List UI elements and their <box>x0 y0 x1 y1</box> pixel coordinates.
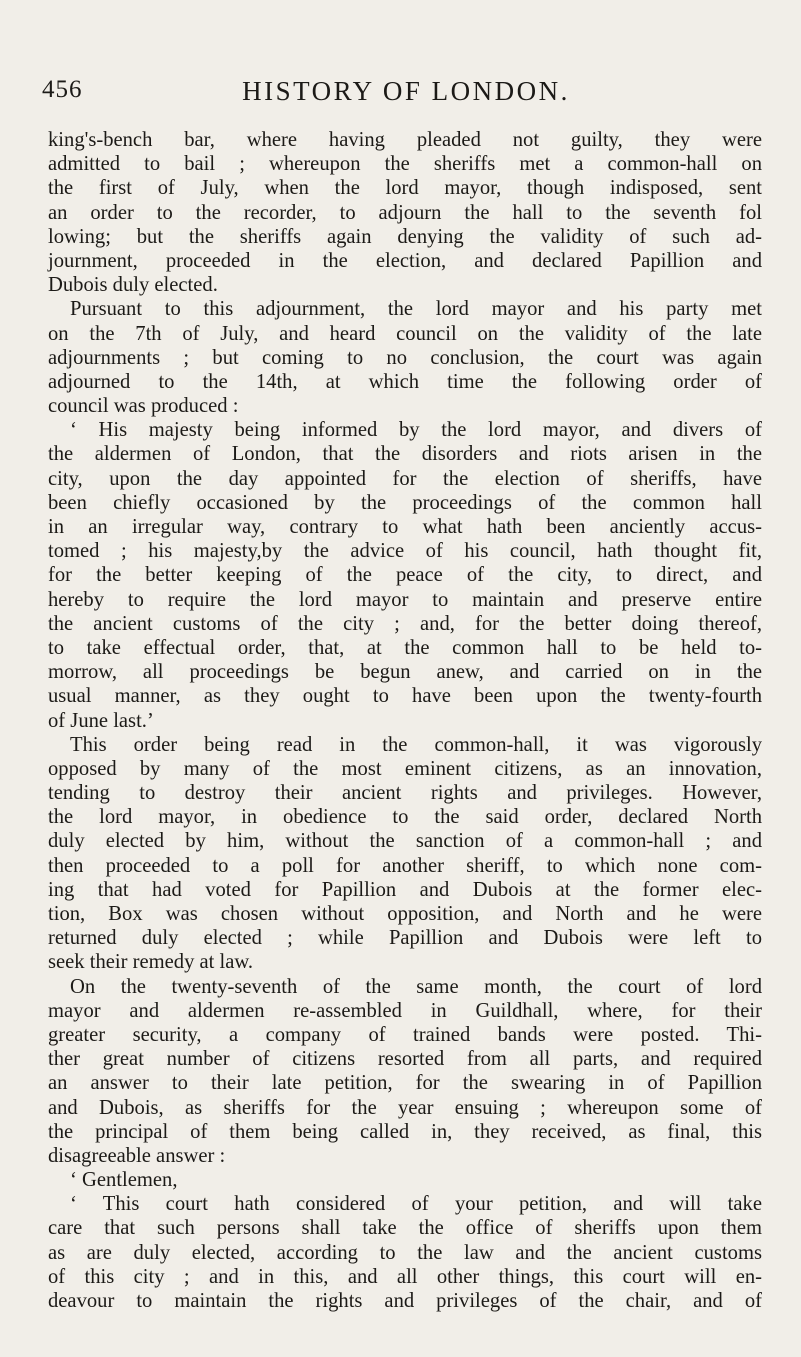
text-line: council was produced : <box>48 395 239 418</box>
text-line: hereby to require the lord mayor to maintain and preserve entire <box>48 588 762 611</box>
text-line: Dubois duly elected. <box>48 274 218 297</box>
text-line: opposed by many of the most eminent citizens, as an innovation, <box>48 757 762 780</box>
text-line: in an irregular way, contrary to what hath been anciently accus- <box>48 516 762 538</box>
text-line: adjournments ; but coming to no conclusion, the court was again <box>48 346 762 369</box>
text-line: On the twenty-seventh of the same month, the court of lord <box>70 975 762 998</box>
text-line: seek their remedy at law. <box>48 951 254 974</box>
text-line: as are duly elected, according to the law and the ancient customs <box>48 1241 762 1264</box>
text-line: duly elected by him, without the sanction of a common-hall ; and <box>48 830 762 853</box>
page-header <box>42 76 770 116</box>
text-line: an answer to their late petition, for the swearing in of Papillion <box>48 1072 762 1095</box>
text-line: of this city ; and in this, and all other things, this court will en- <box>48 1265 762 1288</box>
text-line: care that such persons shall take the office of sheriffs upon them <box>48 1217 762 1240</box>
text-line: city, upon the day appointed for the election of sheriffs, have <box>48 467 762 490</box>
text-line: ‘ Gentlemen, <box>70 1169 178 1192</box>
text-line: tion, Box was chosen without opposition, and North and he were <box>48 903 762 925</box>
text-line: the ancient customs of the city ; and, for the better doing thereof, <box>48 612 762 635</box>
text-line: Pursuant to this adjournment, the lord mayor and his party met <box>70 298 762 321</box>
text-line: tending to destroy their ancient rights and privileges. However, <box>48 782 762 805</box>
text-line: the principal of them being called in, they received, as final, this <box>48 1120 762 1143</box>
text-line: tomed ; his majesty,by the advice of his council, hath thought fit, <box>48 540 762 563</box>
text-line: This order being read in the common-hall, it was vigorously <box>70 733 762 756</box>
text-line: then proceeded to a poll for another sheriff, to which none com- <box>48 854 762 877</box>
text-line: usual manner, as they ought to have been upon the twenty-fourth <box>48 685 762 708</box>
text-line: morrow, all proceedings be begun anew, and carried on in the <box>48 661 762 684</box>
text-line: the aldermen of London, that the disorders and riots arisen in the <box>48 443 762 466</box>
text-line: adjourned to the 14th, at which time the following order of <box>48 370 762 393</box>
text-line: disagreeable answer : <box>48 1144 226 1167</box>
page-number: 456 <box>42 76 83 103</box>
text-line: to take effectual order, that, at the common hall to be held to- <box>48 636 762 659</box>
text-line: ing that had voted for Papillion and Dubois at the former elec- <box>48 878 762 901</box>
text-line: greater security, a company of trained bands were posted. Thi- <box>48 1023 762 1046</box>
text-line: mayor and aldermen re-assembled in Guildhall, where, for their <box>48 999 762 1022</box>
text-line: deavour to maintain the rights and privileges of the chair, and of <box>48 1290 762 1312</box>
text-line: an order to the recorder, to adjourn the hall to the seventh fol <box>48 201 762 224</box>
text-line: lowing; but the sheriffs again denying the validity of such ad- <box>48 225 762 248</box>
text-line: of June last.’ <box>48 709 154 732</box>
text-line: returned duly elected ; while Papillion and Dubois were left to <box>48 927 762 950</box>
text-line: king's-bench bar, where having pleaded not guilty, they were <box>48 129 762 151</box>
text-line: and Dubois, as sheriffs for the year ensuing ; whereupon some of <box>48 1096 762 1119</box>
text-line: admitted to bail ; whereupon the sheriffs met a common-hall on <box>48 153 762 176</box>
text-line: ther great number of citizens resorted from all parts, and required <box>48 1048 762 1071</box>
text-line: ‘ This court hath considered of your petition, and will take <box>70 1193 762 1216</box>
body-text <box>48 128 762 1313</box>
text-line: for the better keeping of the peace of the city, to direct, and <box>48 564 762 587</box>
text-line: the lord mayor, in obedience to the said order, declared North <box>48 806 762 829</box>
text-line: been chiefly occasioned by the proceedings of the common hall <box>48 491 762 514</box>
text-line: the first of July, when the lord mayor, though indisposed, sent <box>48 177 762 200</box>
text-line: on the 7th of July, and heard council on the validity of the late <box>48 322 762 345</box>
text-line: ‘ His majesty being informed by the lord mayor, and divers of <box>70 419 762 442</box>
running-title: HISTORY OF LONDON. <box>242 76 570 106</box>
text-line: journment, proceeded in the election, and declared Papillion and <box>48 249 762 272</box>
